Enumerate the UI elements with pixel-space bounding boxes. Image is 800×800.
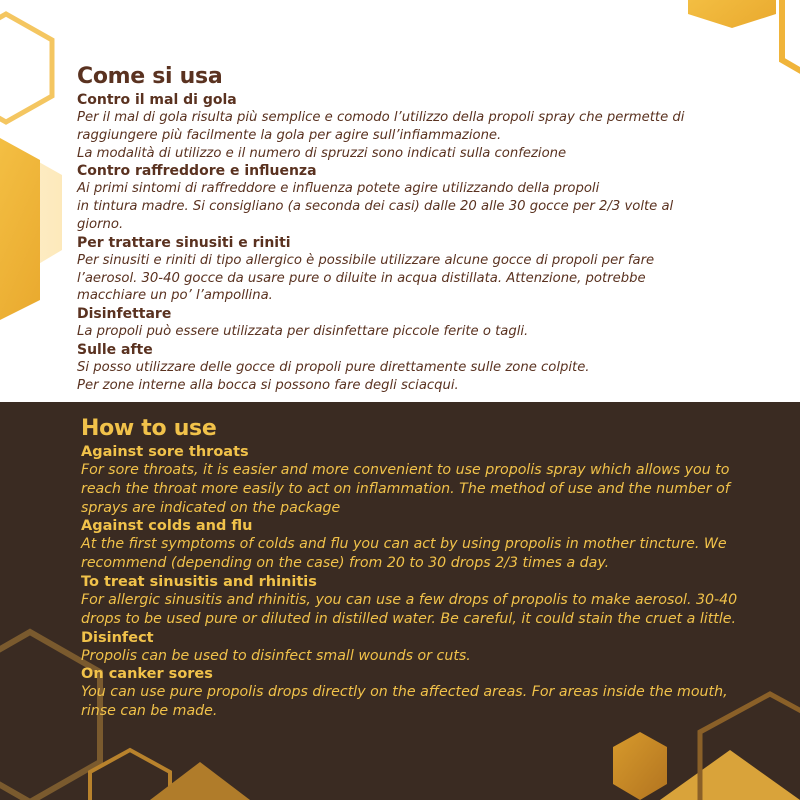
- section-body: Si posso utilizzare delle gocce di propoli pure direttamente sulle zone colpite. Per zone interne alla bocca si possono fare degli sciacqui.: [77, 359, 590, 393]
- usage-section: [81, 665, 781, 721]
- hexagon-shape: [0, 138, 40, 320]
- hexagon-shape: [0, 14, 52, 122]
- section-heading: Disinfettare: [77, 306, 172, 323]
- italian-content: [77, 64, 767, 395]
- usage-section: [81, 629, 781, 666]
- section-body: At the first symptoms of colds and flu you can act by using propolis in mother tincture. We recommend (depending on the case) from 20 to 30 drops 2/3 times a day.: [81, 536, 727, 572]
- section-heading: Against colds and flu: [81, 518, 253, 535]
- section-heading: Contro il mal di gola: [77, 92, 237, 108]
- usage-section: [77, 162, 767, 233]
- section-body: You can use pure propolis drops directly on the affected areas. For areas inside the mouth, rinse can be made.: [81, 684, 728, 720]
- section-heading: Against sore throats: [81, 444, 249, 460]
- section-body: Per il mal di gola risulta più semplice e comodo l’utilizzo della propoli spray che permette di raggiungere più facilmente la gola per agire sull’infiammazione. La modalità di utilizzo e il numero di spruzzi sono indicati sulla confezione: [77, 110, 685, 161]
- section-body: Propolis can be used to disinfect small wounds or cuts.: [81, 647, 471, 664]
- hexagon-shape: [660, 750, 800, 800]
- section-body: For sore throats, it is easier and more convenient to use propolis spray which allows you to reach the throat more easily to act on inflammation. The method of use and the number of sprays are indicated on the package: [81, 462, 730, 516]
- italian-sections: [77, 91, 767, 395]
- english-title: How to use: [81, 416, 217, 441]
- section-heading: To treat sinusitis and rhinitis: [81, 573, 317, 590]
- hexagon-shape: [782, 0, 800, 82]
- hexagon-shape: [613, 732, 667, 800]
- english-panel: [0, 402, 800, 800]
- english-sections: [81, 443, 781, 721]
- section-heading: On canker sores: [81, 666, 213, 683]
- section-body: For allergic sinusitis and rhinitis, you can use a few drops of propolis to make aerosol. 30-40 drops to be used pure or diluted in distilled water. Be careful, it could stain the cruet a little.: [81, 591, 738, 627]
- usage-section: [81, 573, 781, 629]
- italian-title: Come si usa: [77, 64, 223, 89]
- section-heading: Contro raffreddore e influenza: [77, 163, 317, 180]
- section-heading: Per trattare sinusiti e riniti: [77, 234, 291, 251]
- section-body: La propoli può essere utilizzata per disinfettare piccole ferite o tagli.: [77, 324, 529, 340]
- usage-section: [77, 341, 767, 395]
- section-heading: Disinfect: [81, 629, 154, 646]
- section-heading: Sulle afte: [77, 341, 153, 358]
- usage-section: [81, 517, 781, 573]
- hexagon-shape: [688, 0, 776, 28]
- usage-section: [77, 234, 767, 305]
- english-content: [81, 416, 781, 721]
- usage-section: [81, 443, 781, 517]
- section-body: Per sinusiti e riniti di tipo allergico è possibile utilizzare alcune gocce di propoli per fare l’aerosol. 30-40 gocce da usare pure o diluite in acqua distillata. Attenzione, potrebbe macchiare un po’ l’ampollina.: [77, 252, 655, 304]
- usage-section: [77, 305, 767, 341]
- usage-section: [77, 91, 767, 162]
- section-body: Ai primi sintomi di raffreddore e influenza potete agire utilizzando della propoli in tintura madre. Si consigliano (a seconda dei casi) dalle 20 alle 30 gocce per 2/3 volte al giorno.: [77, 181, 674, 232]
